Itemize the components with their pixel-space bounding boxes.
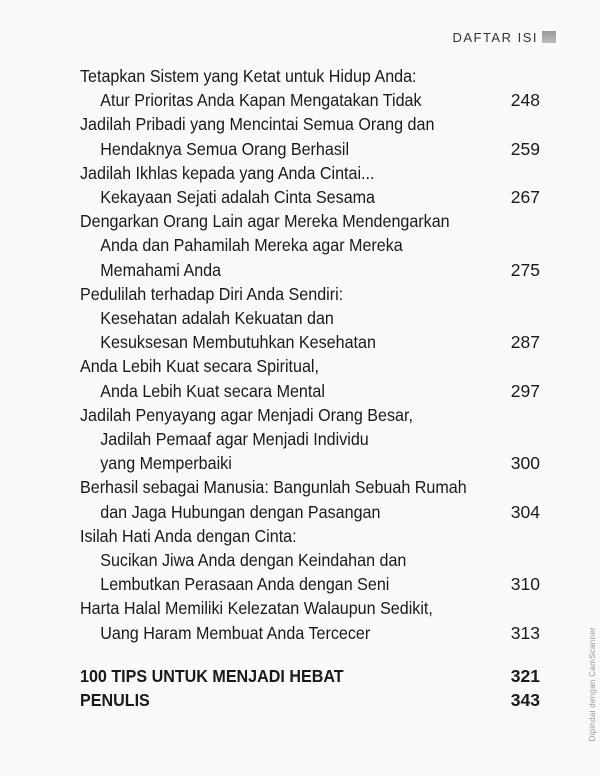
- toc-entry-continuation: dan Jaga Hubungan dengan Pasangan: [100, 501, 381, 522]
- toc-entry-continuation: Anda Lebih Kuat secara Mental: [100, 380, 325, 401]
- toc-entry-continuation: Uang Haram Membuat Anda Tercecer: [100, 622, 371, 643]
- toc-page-number: 297: [510, 380, 540, 401]
- toc-entry-title: Anda Lebih Kuat secara Spiritual,: [80, 356, 319, 377]
- toc-entry: [80, 209, 540, 282]
- toc-page-number: 321: [510, 666, 540, 686]
- toc-page-number: 343: [510, 690, 540, 711]
- toc-entry-title: Dengarkan Orang Lain agar Mereka Mendengarkan: [80, 211, 450, 232]
- toc-entry-continuation: Kekayaan Sejati adalah Cinta Sesama: [100, 187, 376, 208]
- toc-entry-continuation: Jadilah Pemaaf agar Menjadi Individu: [100, 429, 369, 450]
- toc-entry-title: Harta Halal Memiliki Kelezatan Walaupun Sedikit,: [80, 598, 433, 619]
- toc-bold-title: 100 TIPS UNTUK MENJADI HEBAT: [80, 666, 344, 686]
- scanner-watermark: Dipindai dengan CamScanner: [588, 627, 597, 742]
- toc-page-number: 300: [510, 453, 540, 474]
- toc-page-number: 287: [510, 332, 540, 353]
- toc-entry-continuation: Kesuksesan Membutuhkan Kesehatan: [100, 332, 376, 353]
- toc-entry: [80, 354, 540, 402]
- bold-entries: [80, 664, 540, 712]
- toc-entry-title: Jadilah Pribadi yang Mencintai Semua Orang dan: [80, 114, 435, 135]
- toc-bold-title: PENULIS: [80, 690, 150, 711]
- table-of-contents: [80, 64, 540, 645]
- toc-page-number: 267: [510, 187, 540, 208]
- toc-entry: [80, 64, 540, 112]
- toc-page-number: 259: [510, 138, 540, 159]
- toc-bold-entry: [80, 688, 540, 712]
- toc-entry-title: Tetapkan Sistem yang Ketat untuk Hidup Anda:: [80, 66, 417, 86]
- toc-entry-title: Pedulilah terhadap Diri Anda Sendiri:: [80, 283, 344, 304]
- toc-entry-continuation: Lembutkan Perasaan Anda dengan Seni: [100, 574, 390, 595]
- toc-entry-continuation: Atur Prioritas Anda Kapan Mengatakan Tidak: [100, 90, 422, 111]
- toc-page-number: 313: [510, 622, 540, 643]
- toc-page-number: 248: [510, 90, 540, 111]
- toc-entry-title: Jadilah Penyayang agar Menjadi Orang Besar,: [80, 404, 413, 425]
- toc-entry-continuation: Sucikan Jiwa Anda dengan Keindahan dan: [100, 550, 407, 571]
- header-mark: [542, 31, 556, 43]
- toc-bold-entry: [80, 664, 540, 688]
- toc-entry-continuation: Anda dan Pahamilah Mereka agar Mereka: [100, 235, 403, 256]
- toc-entry-continuation: Hendaknya Semua Orang Berhasil: [100, 138, 350, 159]
- toc-entry: [80, 403, 540, 476]
- toc-entry: [80, 524, 540, 597]
- toc-entry-continuation: Memahami Anda: [100, 259, 222, 280]
- page-header-title: DAFTAR ISI: [452, 30, 538, 45]
- toc-page-number: 275: [510, 259, 540, 280]
- toc-entry-title: Berhasil sebagai Manusia: Bangunlah Sebuah Rumah: [80, 477, 467, 498]
- toc-entry: [80, 596, 540, 644]
- toc-page-number: 310: [510, 574, 540, 595]
- toc-entry: [80, 282, 540, 355]
- toc-entry: [80, 475, 540, 523]
- toc-entry-title: Jadilah Ikhlas kepada yang Anda Cintai...: [80, 162, 375, 183]
- toc-page-number: 304: [510, 501, 540, 522]
- toc-entry-continuation: Kesehatan adalah Kekuatan dan: [100, 308, 334, 329]
- toc-entry: [80, 112, 540, 160]
- toc-entry-continuation: yang Memperbaiki: [100, 453, 232, 474]
- toc-entry: [80, 161, 540, 209]
- toc-entry-title: Isilah Hati Anda dengan Cinta:: [80, 525, 297, 546]
